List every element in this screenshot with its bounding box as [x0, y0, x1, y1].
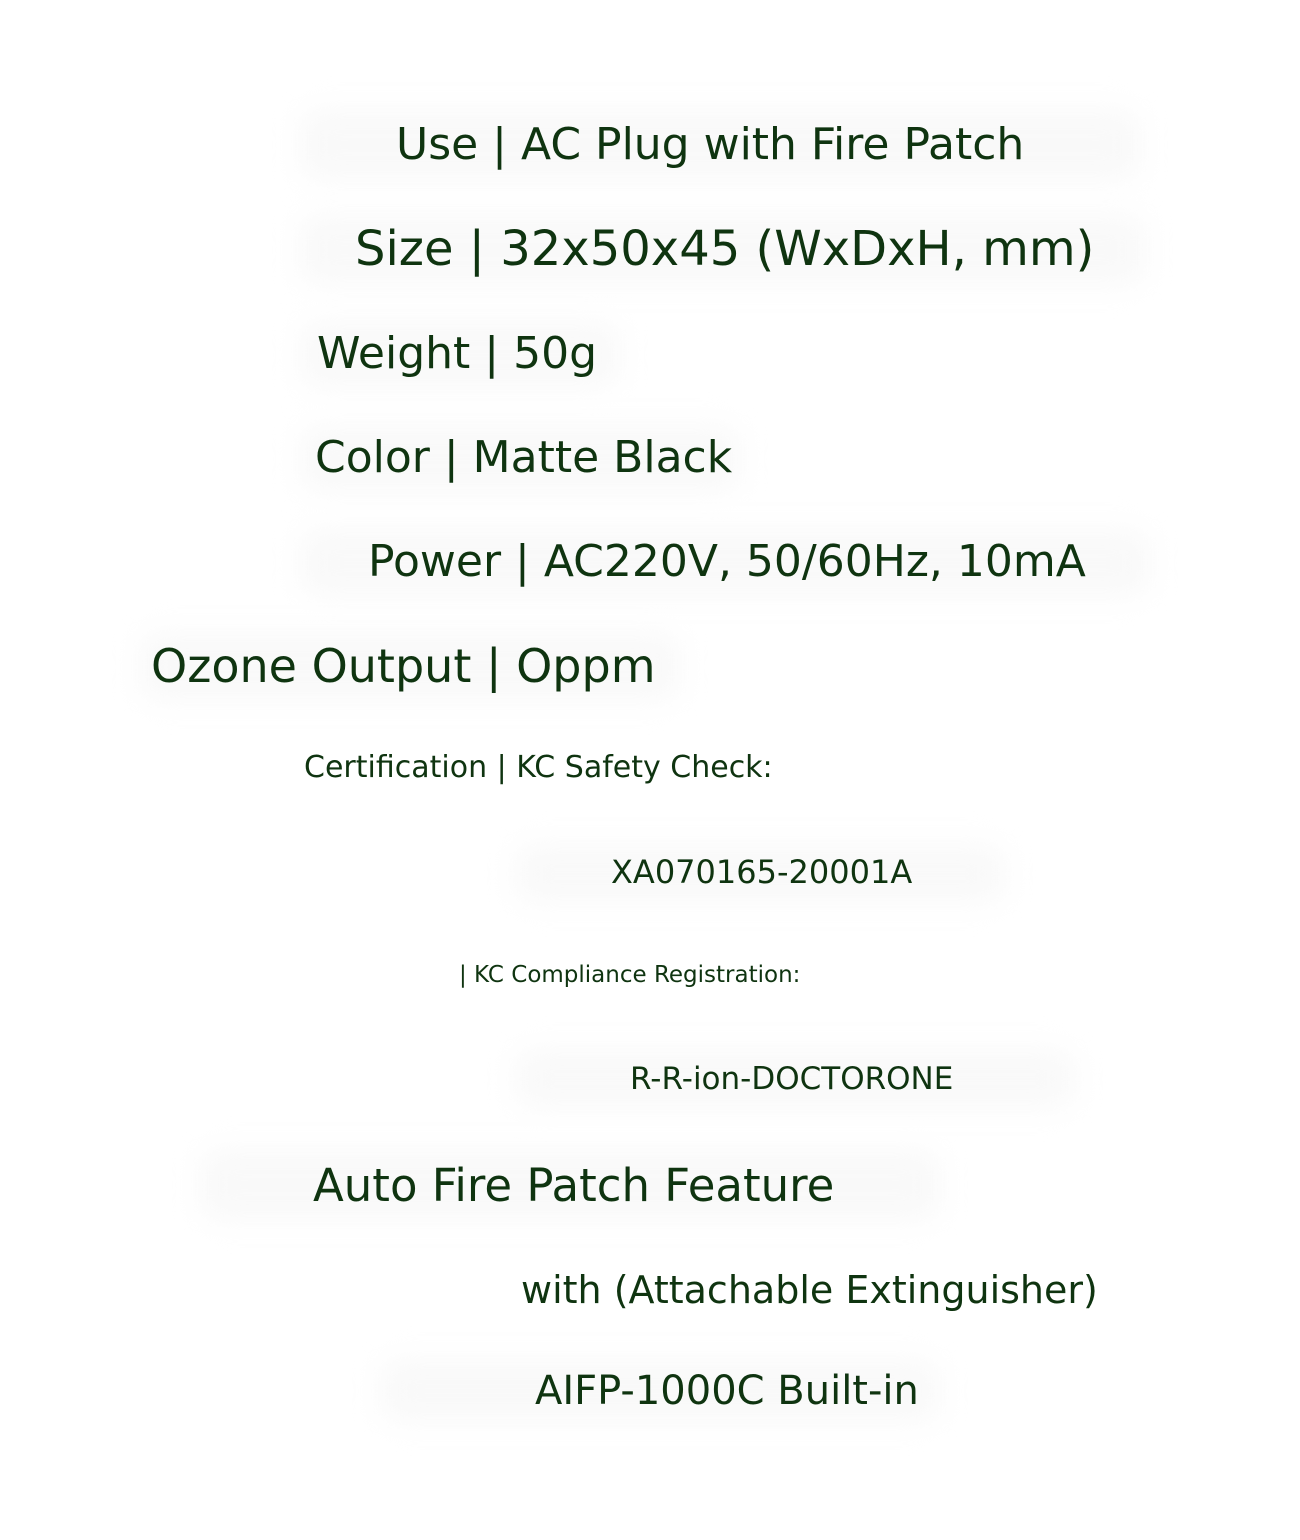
spec-use: Use | AC Plug with Fire Patch: [396, 119, 1025, 170]
feature-subtitle: with (Attachable Extinguisher): [521, 1268, 1098, 1312]
spec-weight: Weight | 50g: [317, 328, 598, 379]
spec-ozone-output: Ozone Output | Oppm: [151, 639, 656, 693]
spec-kc-registration-number: R-R-ion-DOCTORONE: [630, 1061, 954, 1097]
spec-certification-number: XA070165-20001A: [611, 853, 913, 891]
spec-size: Size | 32x50x45 (WxDxH, mm): [355, 221, 1095, 277]
spec-power: Power | AC220V, 50/60Hz, 10mA: [368, 536, 1086, 587]
spec-certification-label: Certification | KC Safety Check:: [304, 750, 773, 785]
spec-color: Color | Matte Black: [315, 432, 733, 483]
feature-model: AIFP-1000C Built-in: [535, 1368, 919, 1414]
feature-title: Auto Fire Patch Feature: [313, 1159, 835, 1212]
spec-kc-registration-label: | KC Compliance Registration:: [459, 962, 801, 988]
